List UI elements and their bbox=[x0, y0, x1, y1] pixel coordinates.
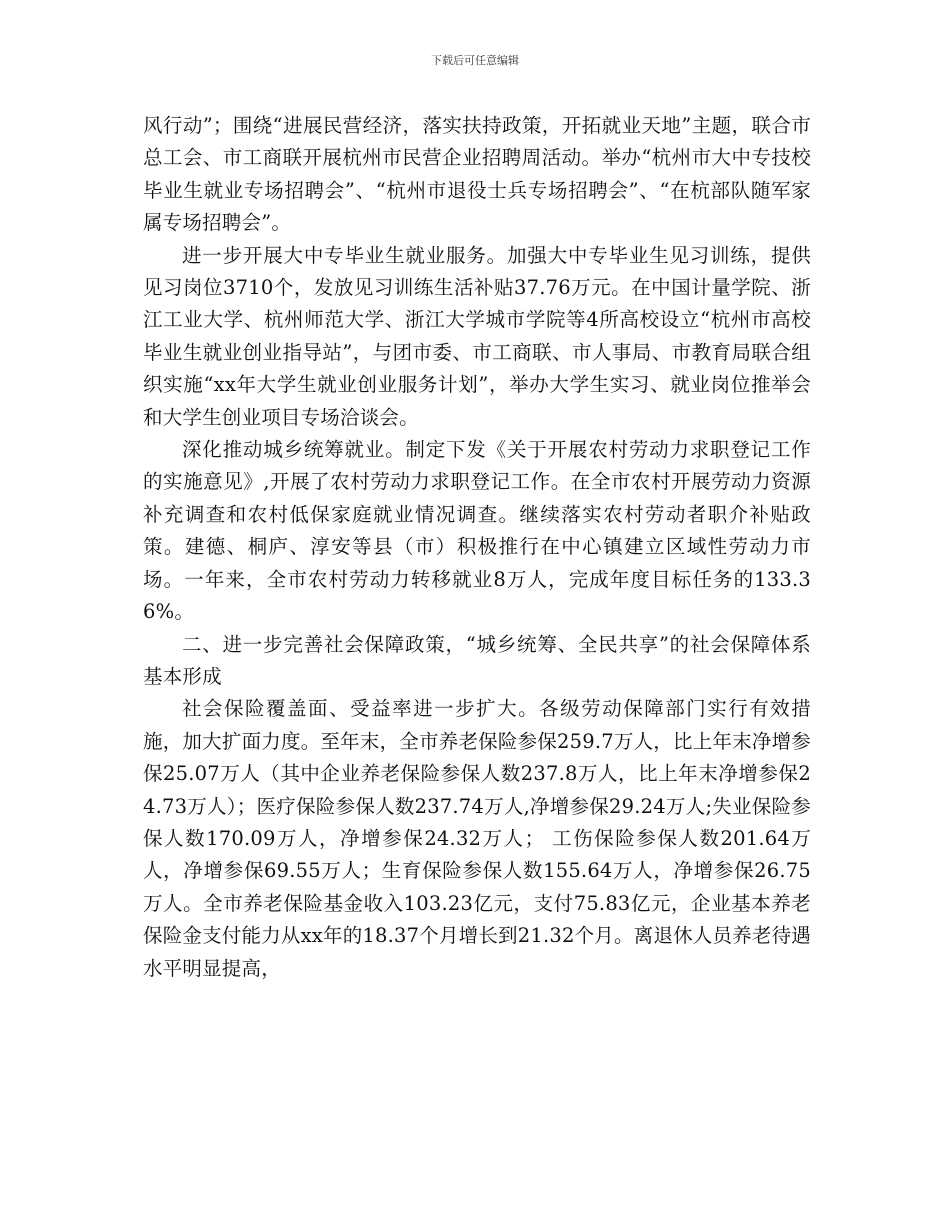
page-header: 下载后可任意编辑 bbox=[431, 54, 519, 67]
paragraph-urban-rural-employment: 深化推动城乡统筹就业。制定下发《关于开展农村劳动力求职登记工作的实施意见》,开展了农村劳动力求职登记工作。在全市农村开展劳动力资源补充调查和农村低保家庭就业情况调查。继续落实农村劳动者职介补贴政策。建德、桐庐、淳安等县（市）积极推行在中心镇建立区域性劳动力市场。一年来，全市农村劳动力转移就业8万人，完成年度目标任务的133.36%。 bbox=[143, 438, 811, 624]
paragraph-continuation: 风行动”；围绕“进展民营经济，落实扶持政策，开拓就业天地”主题，联合市总工会、市工商联开展杭州市民营企业招聘周活动。举办“杭州市大中专技校毕业生就业专场招聘会”、“杭州市退役士兵专场招聘会”、“在杭部队随军家属专场招聘会”。 bbox=[143, 114, 811, 235]
paragraph-social-insurance: 社会保险覆盖面、受益率进一步扩大。各级劳动保障部门实行有效措施，加大扩面力度。至年末，全市养老保险参保259.7万人，比上年末净增参保25.07万人（其中企业养老保险参保人数237.8万人，比上年末净增参保24.73万人）；医疗保险参保人数237.74万人,净增参保29.24万人;失业保险参保人数170.09万人，净增参保24.32万人； 工伤保险参保人数201.64万人，净增参保69.55万人；生育保险参保人数155.64万人，净增参保26.75万人。全市养老保险基金收入103.23亿元，支付75.83亿元，企业基本养老保险金支付能力从xx年的18.37个月增长到21.32个月。离退休人员养老待遇水平明显提高， bbox=[143, 697, 811, 980]
document-body bbox=[143, 110, 811, 985]
section-heading-social-security: 二、进一步完善社会保障政策，“城乡统筹、全民共享”的社会保障体系基本形成 bbox=[143, 632, 811, 688]
paragraph-graduate-employment: 进一步开展大中专毕业生就业服务。加强大中专毕业生见习训练，提供见习岗位3710个，发放见习训练生活补贴37.76万元。在中国计量学院、浙江工业大学、杭州师范大学、浙江大学城市学院等4所高校设立“杭州市高校毕业生就业创业指导站”，与团市委、市工商联、市人事局、市教育局联合组织实施“xx年大学生就业创业服务计划”，举办大学生实习、就业岗位推举会和大学生创业项目专场洽谈会。 bbox=[143, 243, 811, 429]
